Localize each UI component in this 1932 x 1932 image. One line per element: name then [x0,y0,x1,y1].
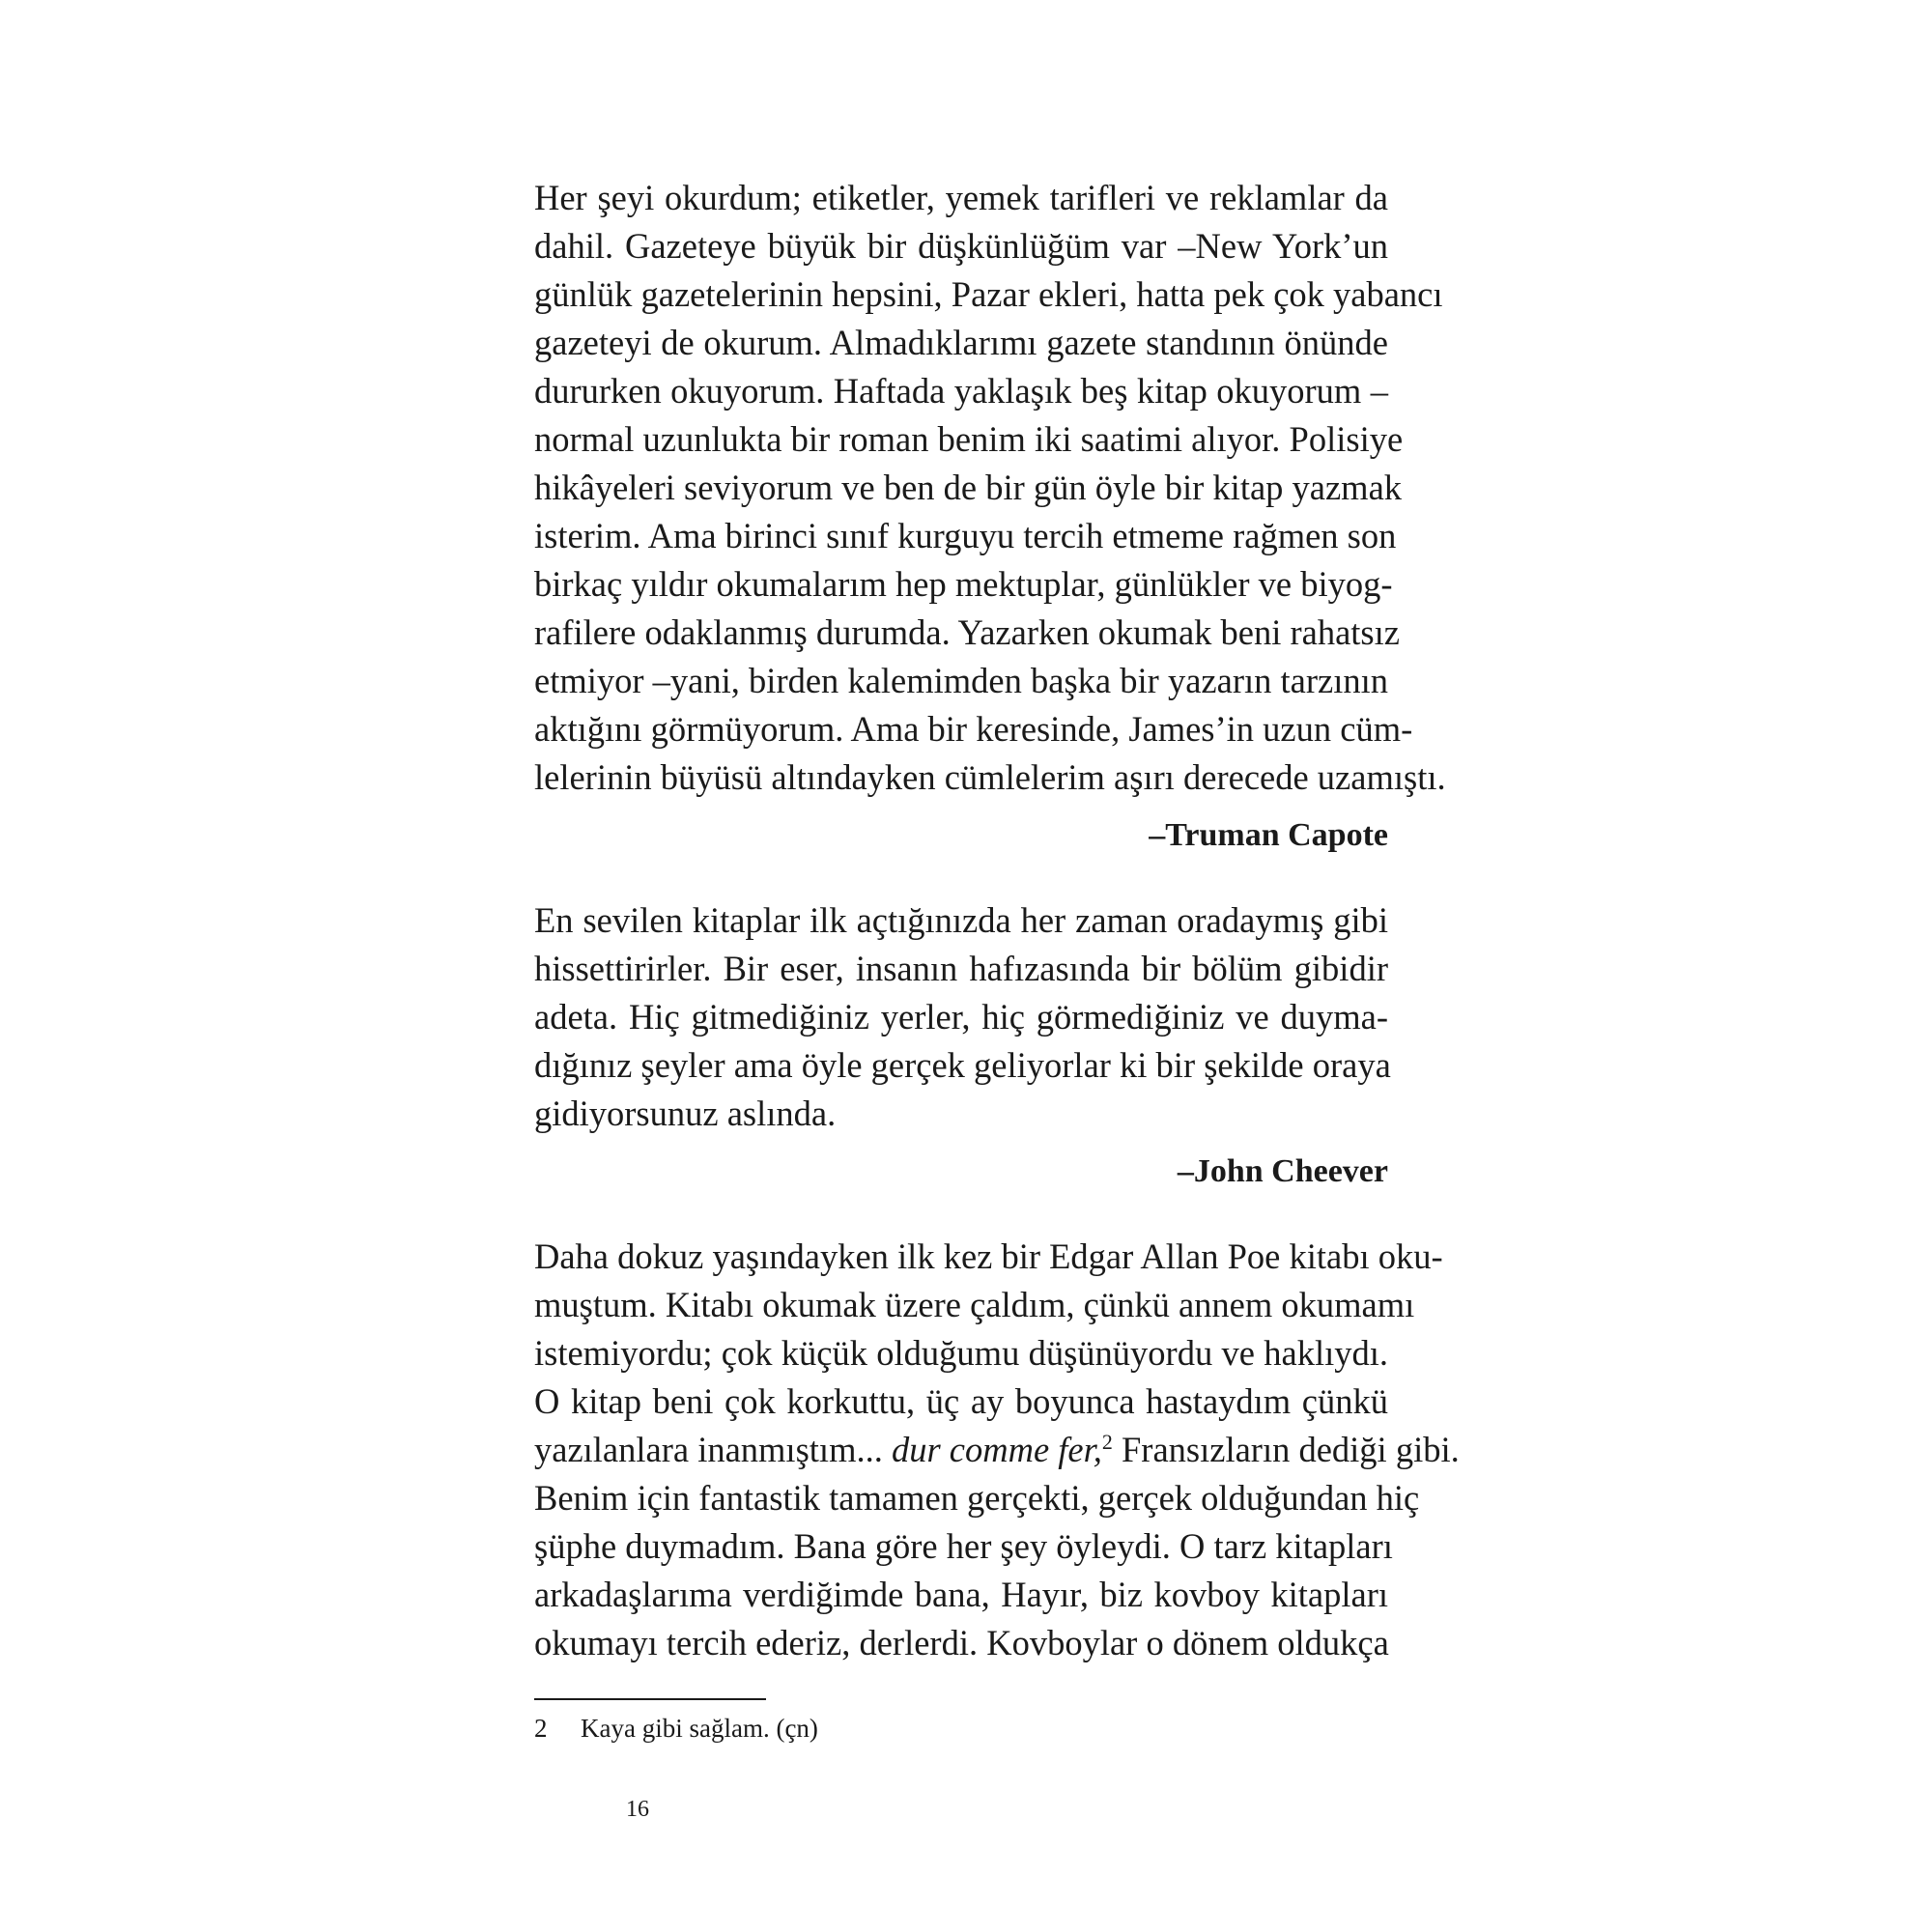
page-number: 16 [626,1797,649,1822]
text-line: dığınız şeyler ama öyle gerçek geliyorlar ki bir şekilde oraya [534,1045,1391,1085]
footnote-marker: 2 [1101,1429,1113,1454]
spacer [534,860,1388,896]
text-line: birkaç yıldır okumalarım hep mektuplar, günlükler ve biyog- [534,564,1393,604]
text-line: hikâyeleri seviyorum ve ben de bir gün öyle bir kitap yazmak [534,468,1403,507]
text-line: şüphe duymadım. Bana göre her şey öyleydi. O tarz kitapları [534,1526,1393,1566]
text-segment: yazılanlara inanmıştım... [534,1430,892,1469]
text-line: lelerinin büyüsü altındayken cümlelerim aşırı derecede uzamıştı. [534,757,1446,797]
footnote-number: 2 [534,1714,548,1743]
page-body [534,174,1460,1667]
quote-author-capote: –Truman Capote [1149,817,1388,853]
spacer [534,1196,1388,1233]
text-line: okumayı tercih ederiz, derlerdi. Kovboylar o dönem oldukça [534,1623,1389,1662]
text-line: istemiyordu; çok küçük olduğumu düşünüyordu ve haklıydı. [534,1333,1388,1373]
text-line: O kitap beni çok korkuttu, üç ay boyunca hastaydım çünkü [534,1381,1388,1421]
text-line: muştum. Kitabı okumak üzere çaldım, çünkü annem okumamı [534,1285,1415,1324]
quote-continued [534,1233,1460,1667]
quote-cheever [534,896,1391,1138]
quote-author-cheever: –John Cheever [1177,1153,1388,1189]
text-line-with-footnote [534,1426,1460,1474]
quote-capote [534,174,1446,802]
text-line: Daha dokuz yaşındayken ilk kez bir Edgar Allan Poe kitabı oku- [534,1236,1443,1276]
text-line: aktığını görmüyorum. Ama bir keresinde, James’in uzun cüm- [534,709,1413,749]
text-line: hissettirirler. Bir eser, insanın hafızasında bir bölüm gibidir [534,949,1388,988]
text-line: En sevilen kitaplar ilk açtığınızda her zaman oradaymış gibi [534,900,1388,940]
text-line: Her şeyi okurdum; etiketler, yemek tarifleri ve reklamlar da [534,178,1388,217]
footnote-divider [534,1698,766,1700]
text-line: dahil. Gazeteye büyük bir düşkünlüğüm var –New York’un [534,226,1388,266]
text-line: gidiyorsunuz aslında. [534,1094,837,1133]
text-line: Benim için fantastik tamamen gerçekti, gerçek olduğundan hiç [534,1478,1420,1518]
text-line: isterim. Ama birinci sınıf kurguyu tercih etmeme rağmen son [534,516,1397,555]
italic-phrase: dur comme fer, [891,1430,1102,1469]
text-line: gazeteyi de okurum. Almadıklarımı gazete standının önünde [534,323,1388,362]
text-line: günlük gazetelerinin hepsini, Pazar ekleri, hatta pek çok yabancı [534,274,1443,314]
text-segment: Fransızların dediği gibi. [1112,1430,1460,1469]
text-line: normal uzunlukta bir roman benim iki saatimi alıyor. Polisiye [534,419,1404,459]
text-line: rafilere odaklanmış durumda. Yazarken okumak beni rahatsız [534,612,1400,652]
text-line: arkadaşlarıma verdiğimde bana, Hayır, biz kovboy kitapları [534,1575,1388,1614]
text-line: etmiyor –yani, birden kalemimden başka bir yazarın tarzının [534,661,1388,700]
text-line: adeta. Hiç gitmediğiniz yerler, hiç görmediğiniz ve duyma- [534,997,1388,1037]
footnote [534,1712,818,1745]
footnote-text: Kaya gibi sağlam. (çn) [581,1714,818,1743]
text-line: dururken okuyorum. Haftada yaklaşık beş kitap okuyorum – [534,371,1388,411]
